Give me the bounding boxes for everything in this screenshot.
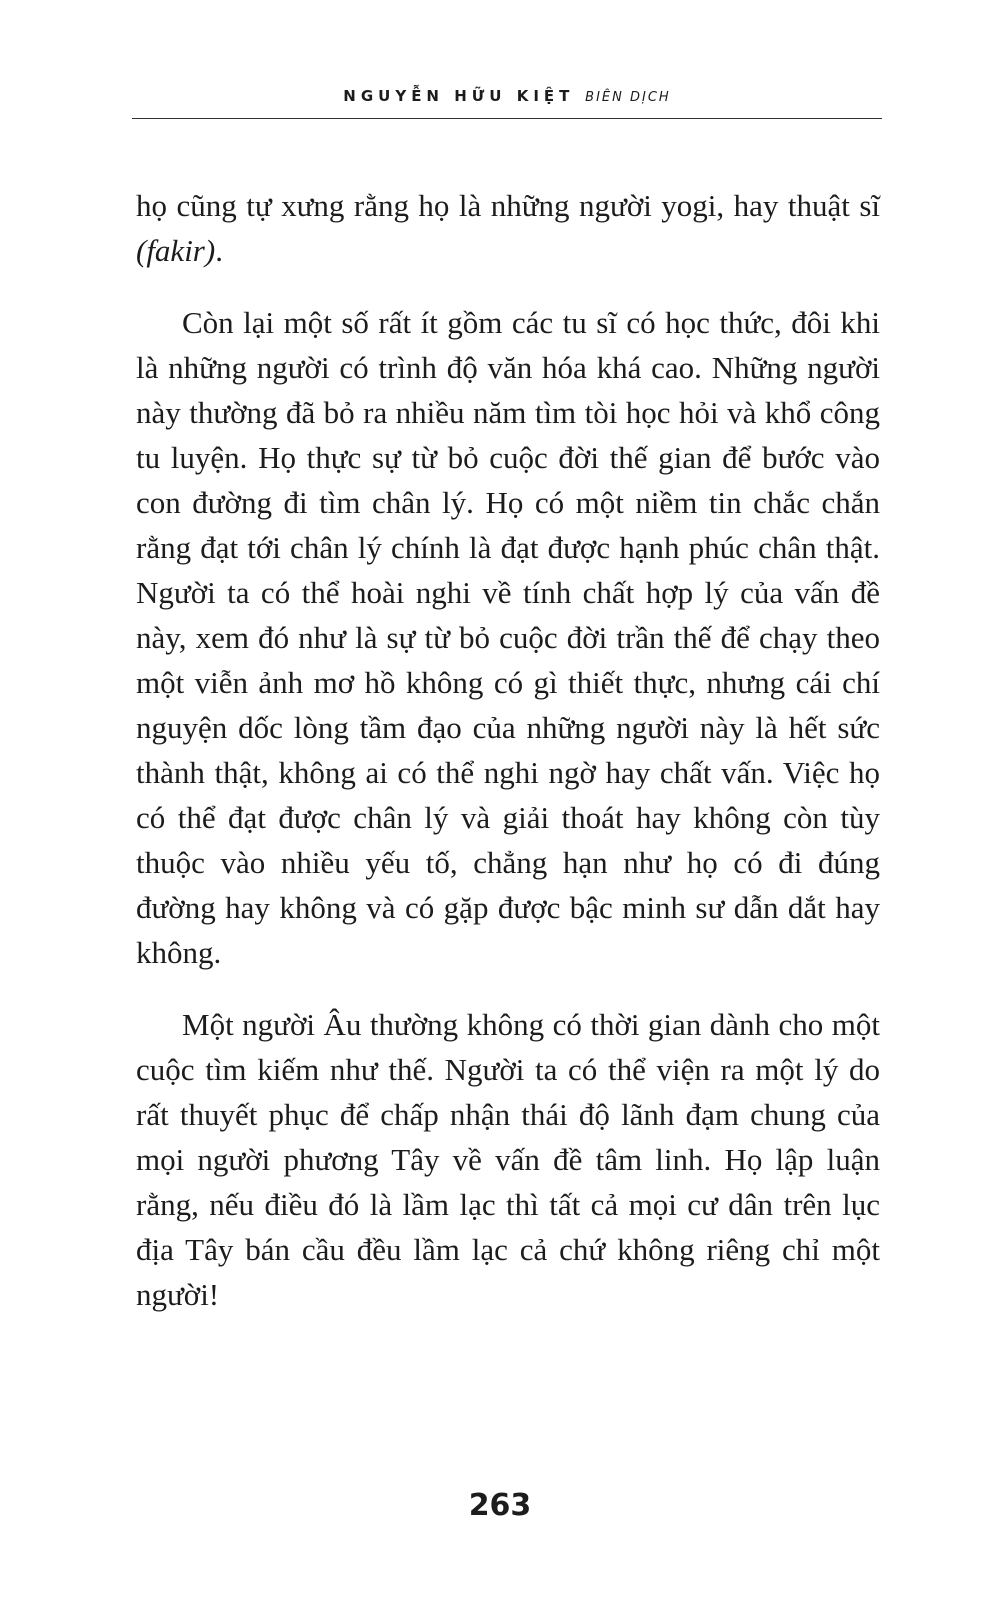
page-body — [136, 183, 880, 1344]
header-author: NGUYỄN HỮU KIỆT — [343, 87, 575, 105]
paragraph-1-italic-term: (fakir) — [136, 233, 216, 268]
header-role: BIÊN DỊCH — [585, 90, 671, 105]
running-header — [132, 84, 882, 110]
paragraph-1-text: họ cũng tự xưng rằng họ là những người yogi, hay thuật sĩ — [136, 188, 880, 223]
header-rule — [132, 118, 882, 119]
paragraph-1-tail: . — [215, 233, 223, 268]
paragraph-3: Một người Âu thường không có thời gian dành cho một cuộc tìm kiếm như thế. Người ta có thể viện ra một lý do rất thuyết phục để chấp nhận thái độ lãnh đạm chung của mọi người phương Tây về vấn đề tâm linh. Họ lập luận rằng, nếu điều đó là lầm lạc thì tất cả mọi cư dân trên lục địa Tây bán cầu đều lầm lạc cả chứ không riêng chỉ một người! — [136, 1007, 880, 1312]
paragraph-2: Còn lại một số rất ít gồm các tu sĩ có học thức, đôi khi là những người có trình độ văn hóa khá cao. Những người này thường đã bỏ ra nhiều năm tìm tòi học hỏi và khổ công tu luyện. Họ thực sự từ bỏ cuộc đời thế gian để bước vào con đường đi tìm chân lý. Họ có một niềm tin chắc chắn rằng đạt tới chân lý chính là đạt được hạnh phúc chân thật. Người ta có thể hoài nghi về tính chất hợp lý của vấn đề này, xem đó như là sự từ bỏ cuộc đời trần thế để chạy theo một viễn ảnh mơ hồ không có gì thiết thực, nhưng cái chí nguyện dốc lòng tầm đạo của những người này là hết sức thành thật, không ai có thể nghi ngờ hay chất vấn. Việc họ có thể đạt được chân lý và giải thoát hay không còn tùy thuộc vào nhiều yếu tố, chẳng hạn như họ có đi đúng đường hay không và có gặp được bậc minh sư dẫn dắt hay không. — [136, 305, 880, 970]
page-number: 263 — [468, 1488, 532, 1523]
paragraph-1 — [136, 183, 880, 273]
